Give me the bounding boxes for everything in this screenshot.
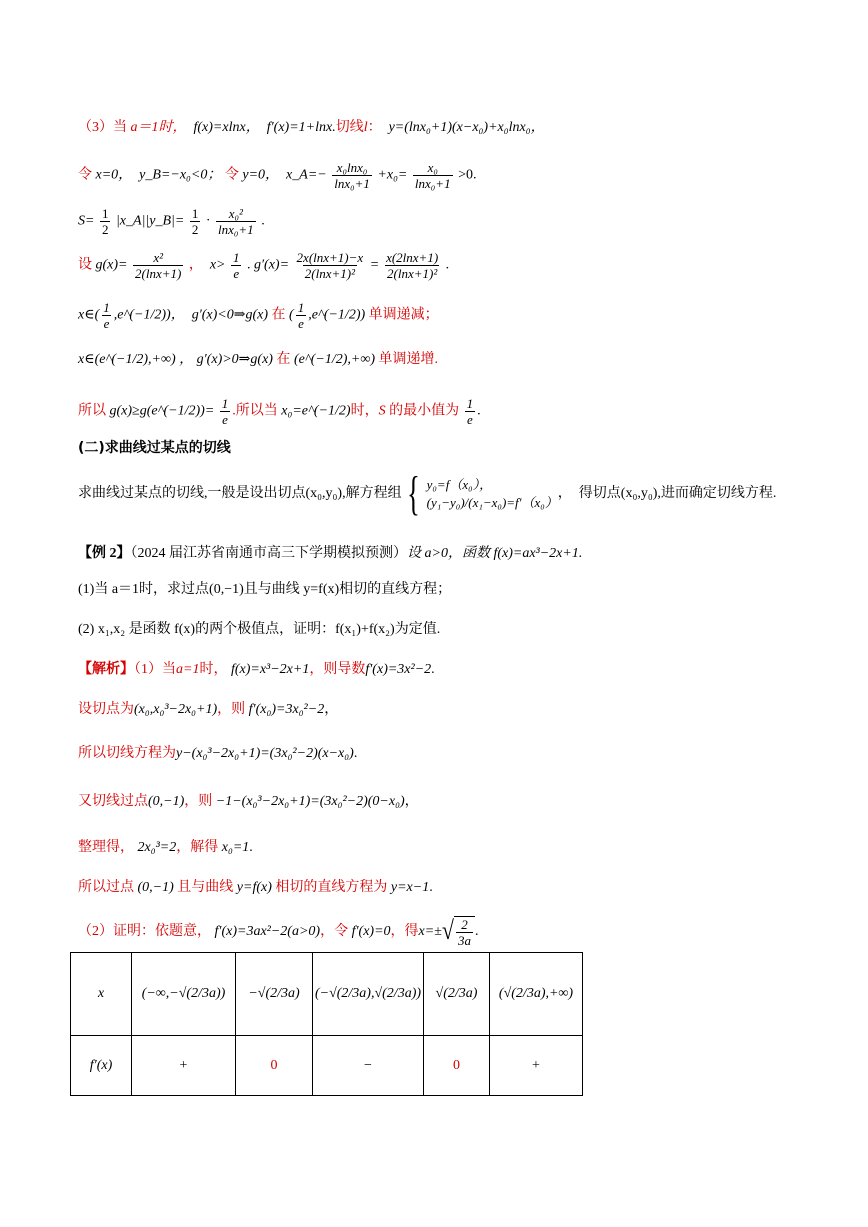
so: 所以 bbox=[78, 403, 106, 419]
example-source: （2024 届江苏省南通市高三下学期模拟预测） bbox=[130, 546, 407, 561]
in-word: 在 bbox=[271, 307, 286, 323]
question-1: (1)当 a＝1时，求过点(0,−1)且与曲线 y=f(x)相切的直线方程； bbox=[78, 582, 452, 597]
interval-inc-2: (e^(−1/2),+∞) bbox=[293, 352, 375, 367]
frac-min bbox=[465, 396, 476, 427]
s1-f: f(x)=x³−2x+1 bbox=[230, 662, 310, 677]
y-zero: y=0， bbox=[242, 167, 280, 183]
interval-col-3: (−√(2/3a),√(2/3a)) bbox=[313, 953, 424, 1036]
example-title bbox=[78, 544, 582, 564]
tangent-l: l bbox=[363, 120, 368, 135]
tangent-equation: y=(lnx₀+1)(x−x₀)+x₀lnx₀， bbox=[388, 120, 545, 135]
y-b: y_B=−x₀<0； bbox=[139, 167, 222, 183]
frac-den: lnx₀+1 bbox=[334, 176, 370, 191]
frac-den: 2(lnx+1) bbox=[135, 266, 182, 281]
frac-num: 1 bbox=[232, 250, 240, 265]
frac-den: e bbox=[233, 266, 240, 281]
s3-a: 所以切线方程为 bbox=[78, 746, 176, 761]
sign-cell: 0 bbox=[236, 1036, 313, 1096]
period: . bbox=[261, 213, 265, 229]
part3-line4 bbox=[78, 250, 449, 281]
frac-num: x(2lnx+1) bbox=[386, 250, 439, 265]
example-label: 【例 2】 bbox=[78, 546, 131, 561]
frac-num: x₀ bbox=[427, 160, 438, 175]
frac-den: e bbox=[222, 412, 228, 427]
frac-num: 1 bbox=[221, 396, 229, 411]
frac-num: x₀² bbox=[228, 206, 243, 221]
abs-product: |x_A||y_B|= bbox=[115, 213, 185, 229]
part3-line7 bbox=[78, 396, 481, 427]
g-prime: g′(x)= bbox=[253, 257, 290, 273]
s4-point: (0,−1) bbox=[148, 794, 185, 809]
gt-zero: >0. bbox=[458, 167, 477, 183]
brace-icon: { bbox=[406, 467, 420, 520]
gprime-neg: g′(x)<0⇒g(x) bbox=[191, 307, 269, 323]
solution-line6 bbox=[78, 878, 433, 898]
frac-den: 2(lnx+1)² bbox=[304, 266, 355, 281]
s7-b: ，令 bbox=[320, 924, 349, 939]
s1-b: 时， bbox=[199, 662, 228, 677]
comma: ， bbox=[188, 257, 203, 273]
solution-line3 bbox=[78, 744, 357, 764]
sign-cell: + bbox=[490, 1036, 583, 1096]
radical-icon: √ bbox=[441, 915, 454, 946]
part3-line5 bbox=[78, 300, 439, 331]
frac-num: 1 bbox=[103, 300, 110, 315]
frac-den: e bbox=[298, 316, 304, 331]
sys-line-2: (y₁−y₀)/(x₁−x₀)=f′（x₀） bbox=[426, 495, 558, 510]
solution-line1 bbox=[78, 660, 435, 680]
solution-line7 bbox=[78, 916, 478, 948]
let-g: 设 bbox=[78, 257, 92, 273]
part3-line6 bbox=[78, 350, 438, 370]
s7-a: （2）证明：依题意， bbox=[78, 924, 211, 939]
s5-a: 整理得， bbox=[78, 840, 134, 855]
example-given: 设 a>0，函数 f(x)=ax³−2x+1. bbox=[407, 546, 583, 561]
frac-num: 2x(lnx+1)−x bbox=[296, 250, 364, 265]
equals: = bbox=[370, 257, 379, 273]
interval-col-4: √(2/3a) bbox=[424, 953, 490, 1036]
sys-line-1: y₀=f（x₀）， bbox=[426, 477, 493, 492]
g-min: g(x)≥g(e^(−1/2))= bbox=[109, 403, 215, 419]
comma: ， bbox=[404, 794, 419, 809]
increasing: 单调递增. bbox=[378, 352, 438, 367]
sign-cell: − bbox=[313, 1036, 424, 1096]
part3-condition: a＝1时， bbox=[130, 120, 187, 135]
header-fprime: f′(x) bbox=[71, 1036, 132, 1096]
solution-line2 bbox=[78, 700, 338, 720]
solution-line5 bbox=[78, 838, 253, 858]
s5-eq: 2x₀³=2 bbox=[137, 840, 177, 855]
s2-df: f′(x₀)=3x₀²−2 bbox=[248, 702, 325, 717]
part3-line1 bbox=[78, 118, 545, 138]
frac-xa-2 bbox=[413, 160, 453, 191]
header-x: x bbox=[71, 953, 132, 1036]
s4-a: 又切线过点 bbox=[78, 794, 148, 809]
period: . bbox=[249, 840, 253, 855]
solution-line4 bbox=[78, 792, 419, 812]
interval-a: ( bbox=[289, 307, 294, 323]
s4-b: ，则 bbox=[184, 794, 213, 809]
s2-a: 设切点为 bbox=[78, 702, 134, 717]
sign-cell: 0 bbox=[424, 1036, 490, 1096]
frac-num: 1 bbox=[101, 206, 109, 221]
s6-curve: y=f(x) bbox=[236, 880, 272, 895]
frac-num: 1 bbox=[297, 300, 305, 315]
s1-cond: a=1 bbox=[176, 662, 200, 677]
decreasing: 单调递减； bbox=[368, 307, 439, 323]
frac-1-e bbox=[101, 300, 112, 331]
frac-den: lnx₀+1 bbox=[414, 176, 451, 191]
part3-line2 bbox=[78, 160, 476, 191]
frac-half-2 bbox=[190, 206, 201, 237]
frac-1-e bbox=[231, 250, 242, 281]
s2-b: ，则 bbox=[217, 702, 246, 717]
s6-eq: y=x−1 bbox=[390, 880, 430, 895]
s6-c: 相切的直线方程为 bbox=[275, 880, 388, 895]
desc-a: 求曲线过某点的切线,一般是设出切点(x₀,y₀),解方程组 bbox=[78, 486, 402, 501]
s6-b: 且与曲线 bbox=[177, 880, 234, 895]
question-2: (2) x₁,x₂ 是函数 f(x)的两个极值点，证明：f(x₁)+f(x₂)为定值. bbox=[78, 622, 441, 637]
s2-point: (x₀,x₀³−2x₀+1) bbox=[134, 702, 218, 717]
s1-df: f′(x)=3x²−2 bbox=[365, 662, 432, 677]
frac-half bbox=[100, 206, 111, 237]
s5-b: ，解得 bbox=[176, 840, 219, 855]
solution-label: 【解析】 bbox=[78, 662, 134, 677]
frac-den: e bbox=[466, 412, 473, 427]
frac-num: x₀lnx₀ bbox=[336, 160, 368, 175]
frac-num: 1 bbox=[466, 396, 474, 411]
tangent-colon: ： bbox=[367, 120, 382, 135]
period: . bbox=[474, 924, 479, 939]
equation-system bbox=[402, 467, 558, 520]
period: . bbox=[431, 662, 435, 677]
table-row bbox=[71, 1036, 583, 1096]
frac-den: 2 bbox=[191, 222, 199, 237]
x-zero: x=0， bbox=[95, 167, 133, 183]
frac-1-e bbox=[296, 300, 307, 331]
s5-x: x₀=1 bbox=[221, 840, 250, 855]
dot: · bbox=[205, 213, 211, 229]
s7-c: ，得 bbox=[390, 924, 419, 939]
interval-col-5: (√(2/3a),+∞) bbox=[490, 953, 583, 1036]
s4-eq: −1−(x₀³−2x₀+1)=(3x₀²−2)(0−x₀) bbox=[215, 794, 405, 809]
in-word: 在 bbox=[276, 352, 291, 367]
frac-xa-1 bbox=[332, 160, 372, 191]
part3-line3 bbox=[78, 206, 265, 237]
frac-den: e bbox=[103, 316, 110, 331]
interval-b: ,e^(−1/2)) bbox=[308, 307, 366, 323]
sign-cell: + bbox=[132, 1036, 236, 1096]
period: . bbox=[477, 403, 481, 419]
part3-label: （3）当 bbox=[78, 120, 127, 135]
interval-inc: x∈(e^(−1/2),+∞) bbox=[78, 352, 176, 367]
s6-point: (0,−1) bbox=[137, 880, 174, 895]
let-2: 令 bbox=[224, 167, 239, 183]
when: .所以当 bbox=[232, 403, 278, 419]
plus-x0: +x₀= bbox=[377, 167, 408, 183]
s7-df: f′(x)=3ax²−2(a>0) bbox=[214, 924, 321, 939]
frac-gp-1 bbox=[295, 250, 366, 281]
domain-cond: x> bbox=[209, 257, 226, 273]
frac-area bbox=[216, 206, 256, 237]
frac-1-e bbox=[220, 396, 231, 427]
desc-b: 得切点(x₀,y₀),进而确定切线方程. bbox=[578, 486, 777, 501]
tangent-label: 切线 bbox=[335, 120, 364, 135]
frac-gp-2 bbox=[384, 250, 440, 281]
period: . bbox=[445, 257, 450, 273]
s-label: S= bbox=[78, 213, 95, 229]
frac-den: 3a bbox=[457, 933, 471, 948]
dot-sep: . bbox=[246, 257, 251, 273]
part3-f: f(x)=xlnx， bbox=[193, 120, 260, 135]
s7-eq: f′(x)=0 bbox=[351, 924, 391, 939]
sqrt-2-3a bbox=[442, 916, 475, 948]
sign-table bbox=[70, 952, 583, 1096]
s7-x: x=± bbox=[418, 924, 442, 939]
time: 时， bbox=[350, 403, 379, 419]
interval-right: ,e^(−1/2))， bbox=[113, 307, 185, 323]
frac-den: 2(lnx+1)² bbox=[387, 266, 438, 281]
s1-c: ，则导数 bbox=[309, 662, 366, 677]
desc-comma: ， bbox=[557, 486, 572, 501]
gprime-pos: ， g′(x)>0⇒g(x) bbox=[179, 352, 273, 367]
section-desc bbox=[78, 467, 777, 520]
min-label: 的最小值为 bbox=[389, 403, 460, 419]
frac-den: lnx₀+1 bbox=[218, 222, 254, 237]
s1-a: （1）当 bbox=[134, 662, 176, 677]
s3-eq: y−(x₀³−2x₀+1)=(3x₀²−2)(x−x₀) bbox=[176, 746, 354, 761]
frac-num: 1 bbox=[191, 206, 199, 221]
frac-num: x² bbox=[153, 250, 163, 265]
period: . bbox=[353, 746, 358, 761]
period: . bbox=[429, 880, 433, 895]
x0-value: x₀=e^(−1/2) bbox=[281, 403, 351, 419]
section-heading: (二)求曲线过某点的切线 bbox=[78, 440, 231, 456]
interval-col-1: (−∞,−√(2/3a)) bbox=[132, 953, 236, 1036]
part3-fprime: f′(x)=1+lnx. bbox=[266, 120, 336, 135]
x-a: x_A=− bbox=[286, 167, 327, 183]
interval-left: x∈( bbox=[78, 307, 100, 323]
s6-a: 所以过点 bbox=[78, 880, 134, 895]
interval-col-2: −√(2/3a) bbox=[236, 953, 313, 1036]
frac-g bbox=[133, 250, 183, 281]
frac-num: 2 bbox=[461, 917, 468, 932]
comma: ， bbox=[324, 702, 339, 717]
frac-den: 2 bbox=[101, 222, 109, 237]
table-row bbox=[71, 953, 583, 1036]
g-def: g(x)= bbox=[95, 257, 128, 273]
s-var: S bbox=[378, 403, 386, 419]
let-1: 令 bbox=[78, 167, 92, 183]
